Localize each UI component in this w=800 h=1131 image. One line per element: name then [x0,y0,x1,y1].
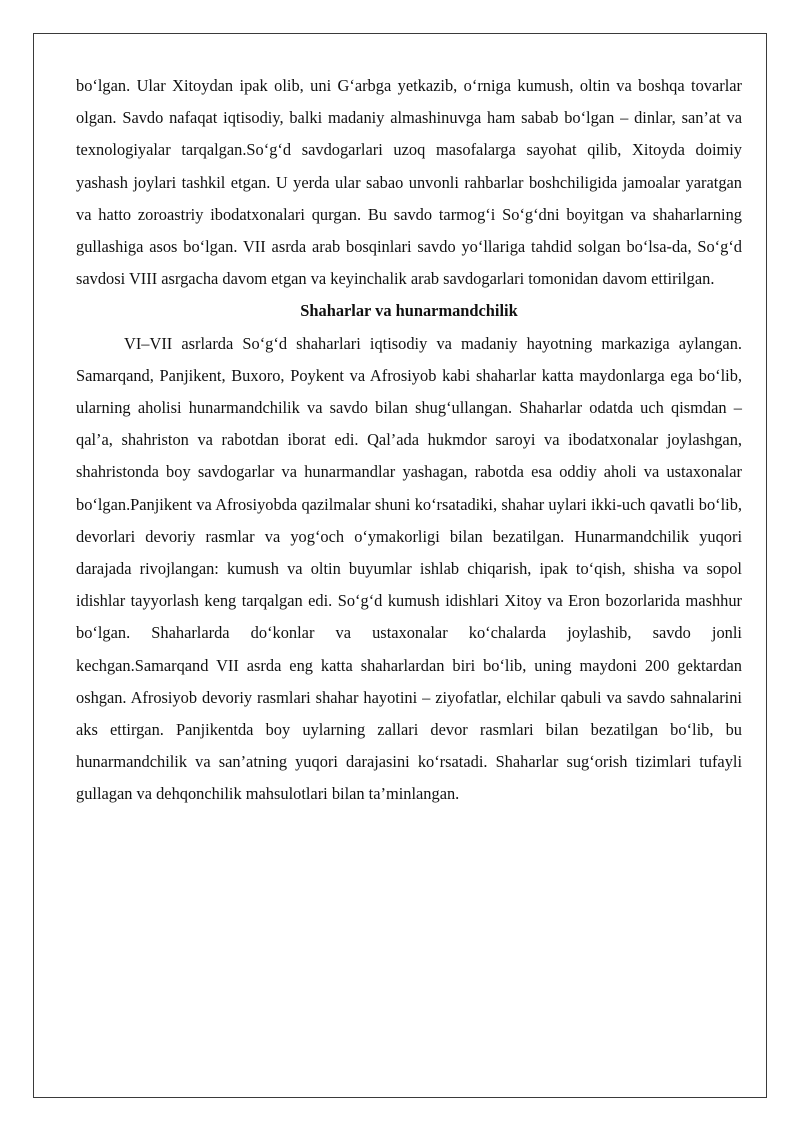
paragraph-trade-continuation: bo‘lgan. Ular Xitoydan ipak olib, uni G‘arbga yetkazib, o‘rniga kumush, oltin va boshqa tovarlar olgan. Savdo nafaqat iqtisodiy, balki madaniy almashinuvga ham sabab bo‘lgan – dinlar, san’at va texnologiyalar tarqalgan.So‘g‘d savdogarlari uzoq masofalarga sayohat qilib, Xitoyda doimiy yashash joylari tashkil etgan. U yerda ular sabao unvonli rahbarlar boshchiligida jamoalar yaratgan va hatto zoroastriy ibodatxonalari qurgan. Bu savdo tarmog‘i So‘g‘dni boyitgan va shaharlarning gullashiga asos bo‘lgan. VII asrda arab bosqinlari savdo yo‘llariga tahdid solgan bo‘lsa-da, So‘g‘d savdosi VIII asrgacha davom etgan va keyinchalik arab savdogarlari tomonidan davom ettirilgan. [76,76,742,289]
section-heading: Shaharlar va hunarmandchilik [300,301,518,321]
document-body [76,70,742,811]
paragraph-cities-crafts: VI–VII asrlarda So‘g‘d shaharlari iqtisodiy va madaniy hayotning markaziga aylangan. Samarqand, Panjikent, Buxoro, Poykent va Afrosiyob kabi shaharlar katta maydonlarga ega bo‘lib, ularning aholisi hunarmandchilik va savdo bilan shug‘ullangan. Shaharlar odatda uch qismdan – qal’a, shahriston va rabotdan iborat edi. Qal’ada hukmdor saroyi va ibodatxonalar joylashgan, shahristonda boy savdogarlar va hunarmandlar yashagan, rabotda esa oddiy aholi va ustaxonalar bo‘lgan.Panjikent va Afrosiyobda qazilmalar shuni ko‘rsatadiki, shahar uylari ikki-uch qavatli bo‘lib, devorlari devoriy rasmlar va yog‘och o‘ymakorligi bilan bezatilgan. Hunarmandchilik yuqori darajada rivojlangan: kumush va oltin buyumlar ishlab chiqarish, ipak to‘qish, shisha va sopol idishlar tayyorlash keng tarqalgan edi. So‘g‘d kumush idishlari Xitoy va Eron bozorlarida mashhur bo‘lgan. Shaharlarda do‘konlar va ustaxonalar ko‘chalarda joylashib, savdo jonli kechgan.Samarqand VII asrda eng katta shaharlardan biri bo‘lib, uning maydoni 200 gektardan oshgan. Afrosiyob devoriy rasmlari shahar hayotini – ziyofatlar, elchilar qabuli va savdo sahnalarini aks ettirgan. Panjikentda boy uylarning zallari devor rasmlari bilan bezatilgan bo‘lib, bu hunarmandchilik va san’atning yuqori darajasini ko‘rsatadi. Shaharlar sug‘orish tizimlari tufayli gullagan va dehqonchilik mahsulotlari bilan ta’minlangan. [76,333,742,804]
